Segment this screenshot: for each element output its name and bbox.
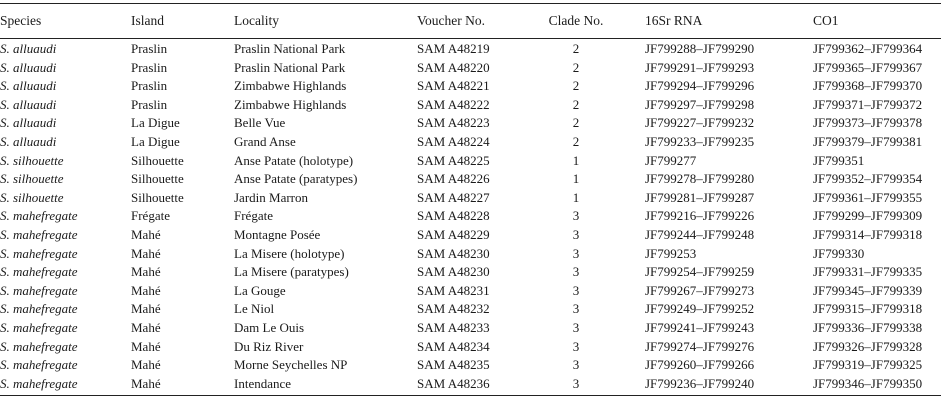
cell-co1: JF799351 [813, 152, 865, 168]
cell-species: S. mahefregate [0, 264, 78, 280]
cell-co1: JF799346–JF799350 [813, 375, 923, 391]
cell-island: Mahé [131, 319, 161, 335]
cell-clade: 3 [572, 338, 580, 354]
cell-species: S. silhouette [0, 171, 64, 187]
cell-island: Mahé [131, 264, 161, 280]
table-row [0, 263, 941, 282]
cell-16s-rna: JF799253 [645, 245, 697, 261]
cell-16s-rna: JF799216–JF799226 [645, 208, 755, 224]
header-locality: Locality [234, 13, 279, 28]
cell-island: Mahé [131, 226, 161, 242]
cell-voucher: SAM A48236 [417, 375, 490, 391]
cell-clade: 2 [572, 41, 580, 56]
table-row [0, 170, 941, 189]
header-clade: Clade No. [548, 13, 604, 28]
cell-co1: JF799361–JF799355 [813, 189, 923, 205]
cell-island: Praslin [131, 59, 168, 75]
cell-locality: La Gouge [234, 282, 286, 298]
cell-clade: 1 [572, 171, 580, 187]
cell-island: Praslin [131, 96, 168, 112]
cell-co1: JF799331–JF799335 [813, 264, 923, 280]
cell-locality: La Misere (holotype) [234, 245, 345, 261]
cell-16s-rna: JF799233–JF799235 [645, 133, 755, 149]
table-row [0, 77, 941, 96]
cell-voucher: SAM A48233 [417, 319, 490, 335]
cell-16s-rna: JF799236–JF799240 [645, 375, 755, 391]
cell-16s-rna: JF799277 [645, 152, 697, 168]
cell-16s-rna: JF799281–JF799287 [645, 189, 755, 205]
cell-island: Mahé [131, 282, 161, 298]
cell-clade: 2 [572, 78, 580, 94]
cell-voucher: SAM A48221 [417, 78, 490, 94]
cell-locality: Praslin National Park [234, 41, 346, 56]
cell-16s-rna: JF799274–JF799276 [645, 338, 755, 354]
cell-island: La Digue [131, 133, 180, 149]
cell-16s-rna: JF799249–JF799252 [645, 301, 755, 317]
cell-voucher: SAM A48228 [417, 208, 490, 224]
cell-island: La Digue [131, 115, 180, 131]
cell-clade: 3 [572, 319, 580, 335]
table-row [0, 40, 941, 59]
cell-clade: 2 [572, 59, 580, 75]
cell-clade: 3 [572, 208, 580, 224]
cell-island: Silhouette [131, 152, 184, 168]
table-body [0, 39, 941, 395]
cell-species: S. mahefregate [0, 208, 78, 224]
cell-voucher: SAM A48224 [417, 133, 490, 149]
cell-co1: JF799299–JF799309 [813, 208, 923, 224]
table-row [0, 226, 941, 245]
cell-locality: Intendance [234, 375, 292, 391]
cell-16s-rna: JF799241–JF799243 [645, 319, 755, 335]
cell-voucher: SAM A48229 [417, 226, 490, 242]
cell-locality: Anse Patate (paratypes) [234, 171, 358, 187]
cell-clade: 3 [572, 226, 580, 242]
cell-voucher: SAM A48230 [417, 264, 490, 280]
cell-species: S. alluaudi [0, 115, 57, 131]
header-species: Species [0, 13, 42, 28]
cell-voucher: SAM A48222 [417, 96, 490, 112]
table-row [0, 59, 941, 78]
cell-co1: JF799373–JF799378 [813, 115, 923, 131]
cell-island: Frégate [131, 208, 170, 224]
table-row [0, 133, 941, 152]
cell-co1: JF799315–JF799318 [813, 301, 923, 317]
cell-island: Mahé [131, 245, 161, 261]
cell-clade: 3 [572, 357, 580, 373]
cell-island: Mahé [131, 301, 161, 317]
table-row [0, 282, 941, 301]
cell-clade: 3 [572, 375, 580, 391]
table-row [0, 319, 941, 338]
cell-clade: 3 [572, 245, 580, 261]
cell-island: Mahé [131, 375, 161, 391]
cell-species: S. mahefregate [0, 282, 78, 298]
header-island: Island [131, 13, 164, 28]
cell-co1: JF799345–JF799339 [813, 282, 923, 298]
cell-16s-rna: JF799244–JF799248 [645, 226, 755, 242]
cell-species: S. alluaudi [0, 78, 57, 94]
cell-16s-rna: JF799227–JF799232 [645, 115, 755, 131]
cell-voucher: SAM A48220 [417, 59, 490, 75]
table-row [0, 152, 941, 171]
cell-species: S. mahefregate [0, 319, 78, 335]
specimen-table [0, 3, 941, 396]
cell-species: S. silhouette [0, 152, 64, 168]
cell-16s-rna: JF799254–JF799259 [645, 264, 755, 280]
cell-locality: Zimbabwe Highlands [234, 96, 347, 112]
cell-16s-rna: JF799288–JF799290 [645, 41, 755, 56]
cell-co1: JF799352–JF799354 [813, 171, 923, 187]
table-row [0, 356, 941, 375]
cell-clade: 3 [572, 264, 580, 280]
cell-island: Praslin [131, 78, 168, 94]
cell-locality: Frégate [234, 208, 273, 224]
cell-voucher: SAM A48231 [417, 282, 490, 298]
cell-locality: Jardin Marron [234, 189, 309, 205]
cell-voucher: SAM A48234 [417, 338, 490, 354]
cell-locality: Praslin National Park [234, 59, 346, 75]
cell-species: S. silhouette [0, 189, 64, 205]
cell-island: Silhouette [131, 189, 184, 205]
cell-clade: 3 [572, 282, 580, 298]
cell-locality: Montagne Posée [234, 226, 321, 242]
cell-species: S. alluaudi [0, 96, 57, 112]
cell-voucher: SAM A48235 [417, 357, 490, 373]
cell-island: Mahé [131, 357, 161, 373]
table-row [0, 245, 941, 264]
cell-voucher: SAM A48230 [417, 245, 490, 261]
cell-16s-rna: JF799291–JF799293 [645, 59, 755, 75]
cell-species: S. mahefregate [0, 375, 78, 391]
cell-locality: Du Riz River [234, 338, 304, 354]
table-header-row [0, 4, 941, 38]
cell-16s-rna: JF799297–JF799298 [645, 96, 755, 112]
cell-co1: JF799330 [813, 245, 865, 261]
cell-locality: Grand Anse [234, 133, 296, 149]
table-row [0, 189, 941, 208]
cell-voucher: SAM A48232 [417, 301, 490, 317]
cell-clade: 1 [572, 189, 580, 205]
cell-island: Silhouette [131, 171, 184, 187]
table-row [0, 338, 941, 357]
cell-locality: Morne Seychelles NP [234, 357, 348, 373]
cell-co1: JF799365–JF799367 [813, 59, 923, 75]
cell-species: S. alluaudi [0, 59, 57, 75]
cell-locality: Zimbabwe Highlands [234, 78, 347, 94]
table-row [0, 207, 941, 226]
cell-co1: JF799319–JF799325 [813, 357, 923, 373]
cell-co1: JF799326–JF799328 [813, 338, 923, 354]
table-row [0, 114, 941, 133]
header-co1: CO1 [813, 13, 839, 28]
cell-co1: JF799368–JF799370 [813, 78, 923, 94]
cell-locality: Dam Le Ouis [234, 319, 305, 335]
cell-16s-rna: JF799267–JF799273 [645, 282, 755, 298]
cell-clade: 3 [572, 301, 580, 317]
cell-clade: 1 [572, 152, 580, 168]
cell-locality: Anse Patate (holotype) [234, 152, 354, 168]
cell-voucher: SAM A48219 [417, 41, 490, 56]
table-row [0, 375, 941, 394]
table-row [0, 300, 941, 319]
cell-voucher: SAM A48226 [417, 171, 490, 187]
cell-species: S. alluaudi [0, 41, 57, 56]
cell-locality: Belle Vue [234, 115, 286, 131]
cell-16s-rna: JF799294–JF799296 [645, 78, 755, 94]
cell-co1: JF799371–JF799372 [813, 96, 923, 112]
cell-species: S. mahefregate [0, 301, 78, 317]
cell-voucher: SAM A48227 [417, 189, 490, 205]
cell-species: S. mahefregate [0, 226, 78, 242]
header-voucher: Voucher No. [417, 13, 485, 28]
cell-co1: JF799379–JF799381 [813, 133, 923, 149]
cell-locality: Le Niol [234, 301, 275, 317]
cell-locality: La Misere (paratypes) [234, 264, 349, 280]
cell-co1: JF799314–JF799318 [813, 226, 923, 242]
cell-16s-rna: JF799278–JF799280 [645, 171, 755, 187]
cell-island: Praslin [131, 41, 168, 56]
cell-voucher: SAM A48225 [417, 152, 490, 168]
cell-species: S. mahefregate [0, 338, 78, 354]
cell-clade: 2 [572, 115, 580, 131]
header-16s-rna: 16Sr RNA [645, 13, 703, 28]
cell-species: S. mahefregate [0, 357, 78, 373]
cell-species: S. alluaudi [0, 133, 57, 149]
table-row [0, 96, 941, 115]
cell-co1: JF799336–JF799338 [813, 319, 923, 335]
cell-island: Mahé [131, 338, 161, 354]
cell-clade: 2 [572, 133, 580, 149]
cell-clade: 2 [572, 96, 580, 112]
cell-16s-rna: JF799260–JF799266 [645, 357, 755, 373]
cell-co1: JF799362–JF799364 [813, 41, 923, 56]
table-bottom-rule [0, 395, 941, 396]
cell-voucher: SAM A48223 [417, 115, 490, 131]
cell-species: S. mahefregate [0, 245, 78, 261]
